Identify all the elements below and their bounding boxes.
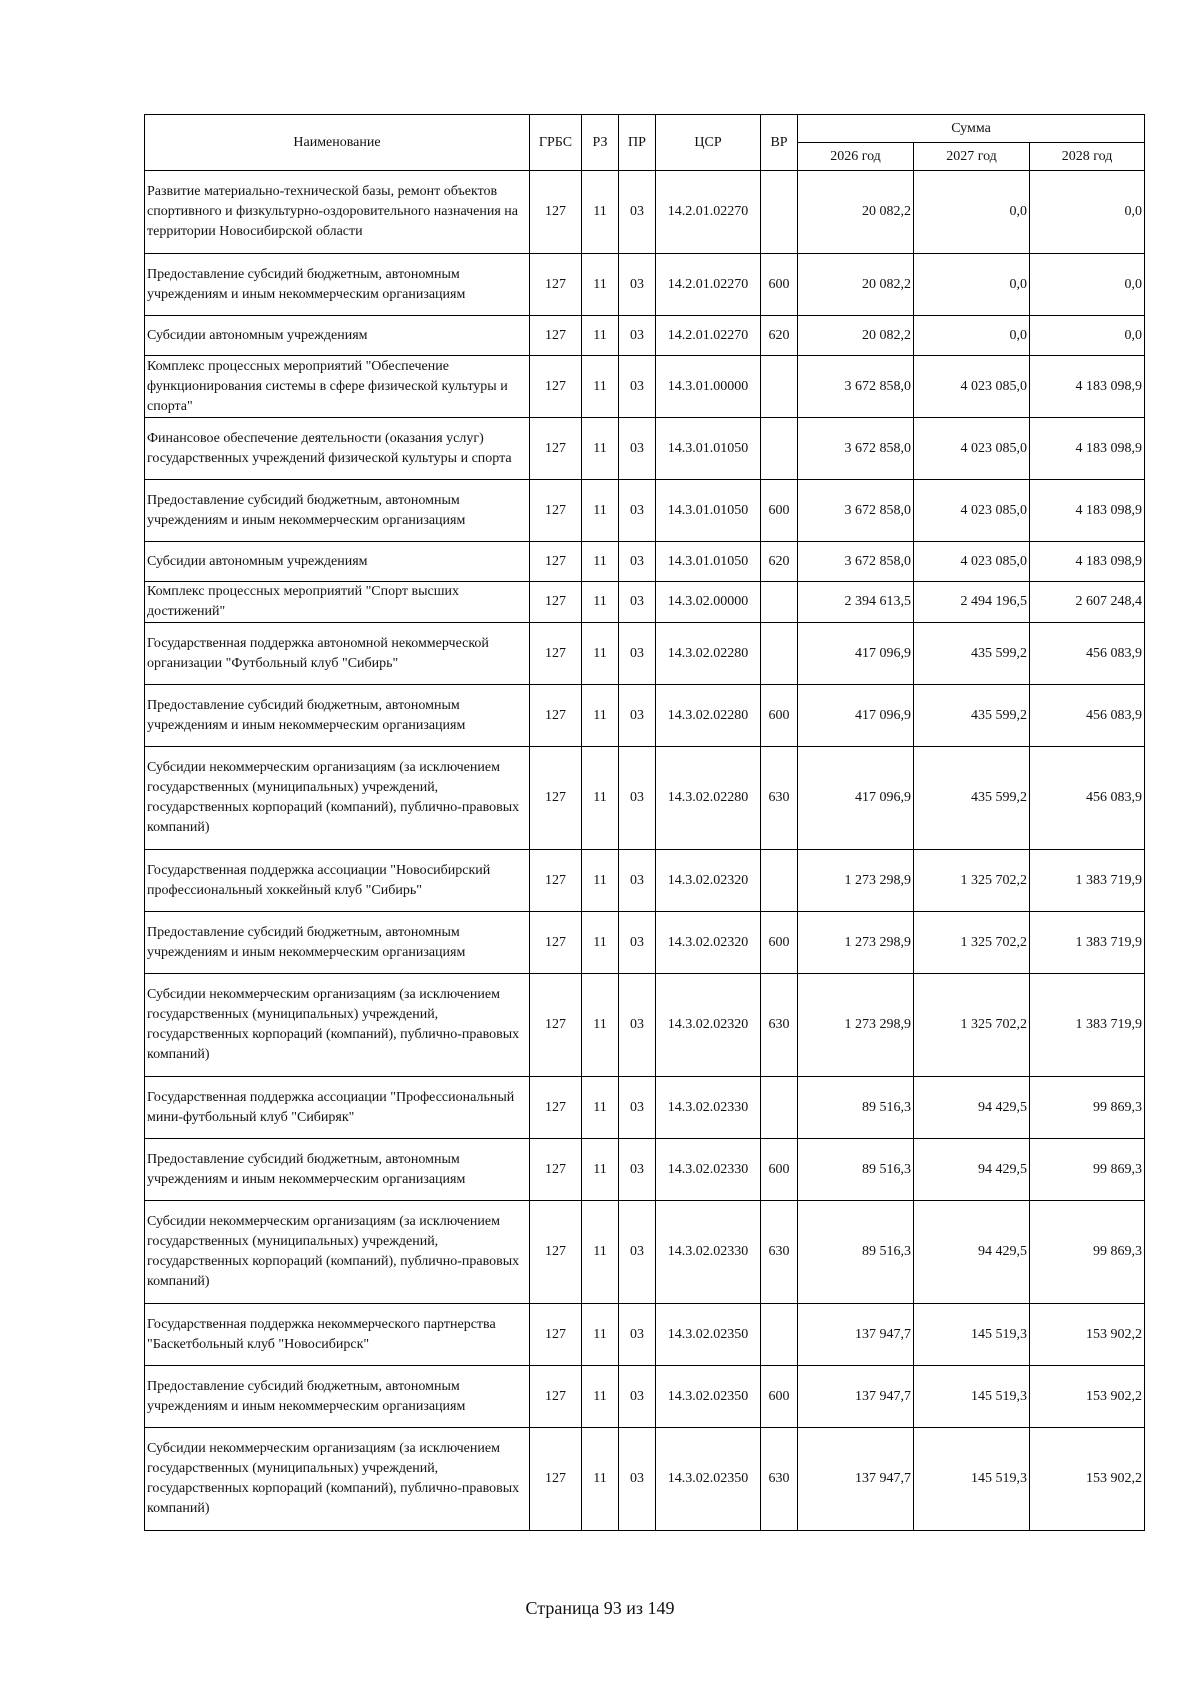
cell-grbs: 127 (530, 254, 582, 316)
cell-rz: 11 (582, 850, 619, 912)
cell-grbs: 127 (530, 316, 582, 356)
cell-vr (761, 582, 798, 623)
cell-2028: 4 183 098,9 (1030, 418, 1145, 480)
cell-name: Предоставление субсидий бюджетным, автономным учреждениям и иным некоммерческим организациям (145, 254, 530, 316)
cell-pr: 03 (619, 747, 656, 850)
table-row (145, 623, 1145, 685)
cell-rz: 11 (582, 1304, 619, 1366)
table-row (145, 418, 1145, 480)
cell-csr: 14.3.02.02350 (656, 1366, 761, 1428)
cell-vr: 630 (761, 974, 798, 1077)
cell-2028: 1 383 719,9 (1030, 974, 1145, 1077)
cell-2027: 2 494 196,5 (914, 582, 1030, 623)
cell-pr: 03 (619, 582, 656, 623)
cell-2027: 1 325 702,2 (914, 850, 1030, 912)
cell-2028: 1 383 719,9 (1030, 850, 1145, 912)
cell-rz: 11 (582, 1428, 619, 1531)
cell-2028: 456 083,9 (1030, 623, 1145, 685)
table-row (145, 1139, 1145, 1201)
cell-name: Предоставление субсидий бюджетным, автономным учреждениям и иным некоммерческим организациям (145, 480, 530, 542)
cell-2026: 89 516,3 (798, 1077, 914, 1139)
cell-grbs: 127 (530, 1077, 582, 1139)
cell-vr (761, 850, 798, 912)
cell-2027: 435 599,2 (914, 747, 1030, 850)
cell-grbs: 127 (530, 356, 582, 418)
cell-2026: 3 672 858,0 (798, 418, 914, 480)
cell-grbs: 127 (530, 480, 582, 542)
cell-csr: 14.3.02.02320 (656, 850, 761, 912)
cell-pr: 03 (619, 1304, 656, 1366)
header-pr: ПР (619, 115, 656, 171)
cell-csr: 14.3.02.02350 (656, 1304, 761, 1366)
cell-2028: 4 183 098,9 (1030, 542, 1145, 582)
cell-name: Комплекс процессных мероприятий "Спорт высших достижений" (145, 582, 530, 623)
cell-name: Предоставление субсидий бюджетным, автономным учреждениям и иным некоммерческим организациям (145, 1366, 530, 1428)
cell-name: Субсидии некоммерческим организациям (за исключением государственных (муниципальных) учреждений, государственных корпораций (компаний), публично-правовых компаний) (145, 1201, 530, 1304)
header-vr: ВР (761, 115, 798, 171)
cell-grbs: 127 (530, 582, 582, 623)
cell-grbs: 127 (530, 1201, 582, 1304)
cell-csr: 14.3.02.02320 (656, 974, 761, 1077)
cell-csr: 14.3.02.02280 (656, 685, 761, 747)
table-row (145, 1366, 1145, 1428)
cell-csr: 14.3.02.02330 (656, 1139, 761, 1201)
cell-2026: 417 096,9 (798, 623, 914, 685)
table-row (145, 542, 1145, 582)
cell-2026: 3 672 858,0 (798, 480, 914, 542)
cell-csr: 14.3.01.00000 (656, 356, 761, 418)
table-row (145, 480, 1145, 542)
cell-csr: 14.3.02.00000 (656, 582, 761, 623)
cell-2027: 94 429,5 (914, 1201, 1030, 1304)
cell-name: Субсидии автономным учреждениям (145, 316, 530, 356)
cell-2028: 153 902,2 (1030, 1428, 1145, 1531)
header-rz: РЗ (582, 115, 619, 171)
table-row (145, 316, 1145, 356)
cell-rz: 11 (582, 685, 619, 747)
cell-name: Развитие материально-технической базы, ремонт объектов спортивного и физкультурно-оздоровительного назначения на территории Новосибирской области (145, 171, 530, 254)
cell-2028: 456 083,9 (1030, 685, 1145, 747)
cell-rz: 11 (582, 1201, 619, 1304)
cell-rz: 11 (582, 171, 619, 254)
cell-rz: 11 (582, 418, 619, 480)
cell-csr: 14.2.01.02270 (656, 316, 761, 356)
cell-2027: 435 599,2 (914, 623, 1030, 685)
cell-rz: 11 (582, 254, 619, 316)
cell-csr: 14.3.02.02330 (656, 1201, 761, 1304)
cell-rz: 11 (582, 480, 619, 542)
cell-pr: 03 (619, 912, 656, 974)
cell-pr: 03 (619, 480, 656, 542)
cell-2027: 145 519,3 (914, 1304, 1030, 1366)
cell-grbs: 127 (530, 850, 582, 912)
table-row (145, 1201, 1145, 1304)
table-row (145, 171, 1145, 254)
header-year-2026: 2026 год (798, 143, 914, 171)
cell-rz: 11 (582, 582, 619, 623)
cell-vr: 600 (761, 1139, 798, 1201)
cell-rz: 11 (582, 1366, 619, 1428)
cell-grbs: 127 (530, 623, 582, 685)
cell-2026: 3 672 858,0 (798, 356, 914, 418)
cell-2027: 4 023 085,0 (914, 418, 1030, 480)
cell-vr (761, 418, 798, 480)
table-row (145, 747, 1145, 850)
cell-2027: 94 429,5 (914, 1139, 1030, 1201)
cell-2026: 20 082,2 (798, 316, 914, 356)
cell-pr: 03 (619, 974, 656, 1077)
cell-pr: 03 (619, 316, 656, 356)
cell-csr: 14.3.02.02320 (656, 912, 761, 974)
cell-vr: 600 (761, 480, 798, 542)
cell-grbs: 127 (530, 171, 582, 254)
cell-2028: 2 607 248,4 (1030, 582, 1145, 623)
table-row (145, 685, 1145, 747)
cell-2028: 99 869,3 (1030, 1139, 1145, 1201)
cell-name: Государственная поддержка некоммерческого партнерства "Баскетбольный клуб "Новосибирск" (145, 1304, 530, 1366)
cell-csr: 14.3.01.01050 (656, 480, 761, 542)
cell-pr: 03 (619, 542, 656, 582)
cell-vr (761, 356, 798, 418)
table-row (145, 254, 1145, 316)
cell-rz: 11 (582, 356, 619, 418)
cell-2026: 137 947,7 (798, 1366, 914, 1428)
cell-rz: 11 (582, 1077, 619, 1139)
cell-name: Комплекс процессных мероприятий "Обеспечение функционирования системы в сфере физической культуры и спорта" (145, 356, 530, 418)
cell-rz: 11 (582, 1139, 619, 1201)
header-year-2028: 2028 год (1030, 143, 1145, 171)
cell-name: Субсидии некоммерческим организациям (за исключением государственных (муниципальных) учреждений, государственных корпораций (компаний), публично-правовых компаний) (145, 747, 530, 850)
cell-name: Предоставление субсидий бюджетным, автономным учреждениям и иным некоммерческим организациям (145, 1139, 530, 1201)
cell-2027: 145 519,3 (914, 1366, 1030, 1428)
cell-2027: 4 023 085,0 (914, 356, 1030, 418)
cell-2026: 1 273 298,9 (798, 974, 914, 1077)
cell-vr: 600 (761, 1366, 798, 1428)
cell-2028: 1 383 719,9 (1030, 912, 1145, 974)
cell-csr: 14.3.01.01050 (656, 418, 761, 480)
cell-pr: 03 (619, 685, 656, 747)
cell-csr: 14.3.02.02330 (656, 1077, 761, 1139)
cell-grbs: 127 (530, 1139, 582, 1201)
cell-2026: 89 516,3 (798, 1201, 914, 1304)
cell-pr: 03 (619, 1139, 656, 1201)
cell-2028: 4 183 098,9 (1030, 356, 1145, 418)
cell-name: Субсидии некоммерческим организациям (за исключением государственных (муниципальных) учреждений, государственных корпораций (компаний), публично-правовых компаний) (145, 1428, 530, 1531)
cell-2026: 3 672 858,0 (798, 542, 914, 582)
cell-2027: 145 519,3 (914, 1428, 1030, 1531)
cell-pr: 03 (619, 171, 656, 254)
cell-2026: 137 947,7 (798, 1304, 914, 1366)
cell-grbs: 127 (530, 1428, 582, 1531)
cell-vr: 600 (761, 912, 798, 974)
cell-vr: 600 (761, 254, 798, 316)
table-row (145, 1428, 1145, 1531)
table-row (145, 356, 1145, 418)
cell-vr: 620 (761, 316, 798, 356)
table-row (145, 582, 1145, 623)
cell-pr: 03 (619, 623, 656, 685)
table-header (145, 115, 1145, 171)
cell-2026: 417 096,9 (798, 747, 914, 850)
table-row (145, 850, 1145, 912)
cell-vr: 600 (761, 685, 798, 747)
cell-2026: 2 394 613,5 (798, 582, 914, 623)
cell-2028: 99 869,3 (1030, 1201, 1145, 1304)
cell-pr: 03 (619, 1366, 656, 1428)
cell-rz: 11 (582, 912, 619, 974)
cell-grbs: 127 (530, 747, 582, 850)
cell-2028: 456 083,9 (1030, 747, 1145, 850)
cell-csr: 14.2.01.02270 (656, 171, 761, 254)
cell-csr: 14.3.02.02280 (656, 747, 761, 850)
cell-vr (761, 623, 798, 685)
cell-vr: 630 (761, 1428, 798, 1531)
table-row (145, 974, 1145, 1077)
cell-rz: 11 (582, 974, 619, 1077)
cell-2028: 0,0 (1030, 254, 1145, 316)
cell-2027: 0,0 (914, 316, 1030, 356)
table-row (145, 1304, 1145, 1366)
cell-name: Государственная поддержка ассоциации "Профессиональный мини-футбольный клуб "Сибиряк" (145, 1077, 530, 1139)
cell-2026: 20 082,2 (798, 254, 914, 316)
cell-csr: 14.3.02.02350 (656, 1428, 761, 1531)
table-row (145, 1077, 1145, 1139)
cell-grbs: 127 (530, 912, 582, 974)
cell-csr: 14.3.02.02280 (656, 623, 761, 685)
cell-pr: 03 (619, 254, 656, 316)
cell-2026: 1 273 298,9 (798, 850, 914, 912)
cell-2027: 4 023 085,0 (914, 480, 1030, 542)
cell-2028: 153 902,2 (1030, 1366, 1145, 1428)
cell-grbs: 127 (530, 974, 582, 1077)
cell-name: Субсидии автономным учреждениям (145, 542, 530, 582)
cell-pr: 03 (619, 356, 656, 418)
cell-2027: 4 023 085,0 (914, 542, 1030, 582)
cell-csr: 14.3.01.01050 (656, 542, 761, 582)
cell-name: Финансовое обеспечение деятельности (оказания услуг) государственных учреждений физической культуры и спорта (145, 418, 530, 480)
header-sum: Сумма (798, 115, 1145, 143)
page-number: Страница 93 из 149 (525, 1598, 675, 1618)
cell-2027: 1 325 702,2 (914, 912, 1030, 974)
cell-vr: 620 (761, 542, 798, 582)
cell-vr (761, 171, 798, 254)
cell-grbs: 127 (530, 1304, 582, 1366)
cell-name: Предоставление субсидий бюджетным, автономным учреждениям и иным некоммерческим организациям (145, 912, 530, 974)
cell-2028: 153 902,2 (1030, 1304, 1145, 1366)
cell-pr: 03 (619, 1428, 656, 1531)
cell-csr: 14.2.01.02270 (656, 254, 761, 316)
cell-2027: 94 429,5 (914, 1077, 1030, 1139)
table-body (145, 171, 1145, 1531)
cell-2026: 417 096,9 (798, 685, 914, 747)
cell-grbs: 127 (530, 1366, 582, 1428)
cell-pr: 03 (619, 1077, 656, 1139)
header-csr: ЦСР (656, 115, 761, 171)
cell-vr: 630 (761, 1201, 798, 1304)
cell-vr (761, 1304, 798, 1366)
cell-2028: 99 869,3 (1030, 1077, 1145, 1139)
cell-2028: 0,0 (1030, 171, 1145, 254)
cell-grbs: 127 (530, 685, 582, 747)
cell-name: Субсидии некоммерческим организациям (за исключением государственных (муниципальных) учреждений, государственных корпораций (компаний), публично-правовых компаний) (145, 974, 530, 1077)
budget-table (144, 114, 1145, 1531)
cell-2026: 137 947,7 (798, 1428, 914, 1531)
cell-pr: 03 (619, 418, 656, 480)
cell-2028: 0,0 (1030, 316, 1145, 356)
cell-vr: 630 (761, 747, 798, 850)
cell-rz: 11 (582, 623, 619, 685)
header-year-2027: 2027 год (914, 143, 1030, 171)
cell-pr: 03 (619, 850, 656, 912)
cell-2027: 1 325 702,2 (914, 974, 1030, 1077)
cell-2026: 1 273 298,9 (798, 912, 914, 974)
cell-vr (761, 1077, 798, 1139)
cell-2027: 0,0 (914, 254, 1030, 316)
header-grbs: ГРБС (530, 115, 582, 171)
cell-2026: 20 082,2 (798, 171, 914, 254)
cell-name: Государственная поддержка автономной некоммерческой организации "Футбольный клуб "Сибирь" (145, 623, 530, 685)
cell-2027: 0,0 (914, 171, 1030, 254)
cell-rz: 11 (582, 747, 619, 850)
header-name: Наименование (145, 115, 530, 171)
cell-2026: 89 516,3 (798, 1139, 914, 1201)
cell-name: Предоставление субсидий бюджетным, автономным учреждениям и иным некоммерческим организациям (145, 685, 530, 747)
cell-2028: 4 183 098,9 (1030, 480, 1145, 542)
cell-pr: 03 (619, 1201, 656, 1304)
cell-2027: 435 599,2 (914, 685, 1030, 747)
table-row (145, 912, 1145, 974)
cell-grbs: 127 (530, 542, 582, 582)
cell-name: Государственная поддержка ассоциации "Новосибирский профессиональный хоккейный клуб "Сибирь" (145, 850, 530, 912)
cell-grbs: 127 (530, 418, 582, 480)
cell-rz: 11 (582, 316, 619, 356)
cell-rz: 11 (582, 542, 619, 582)
